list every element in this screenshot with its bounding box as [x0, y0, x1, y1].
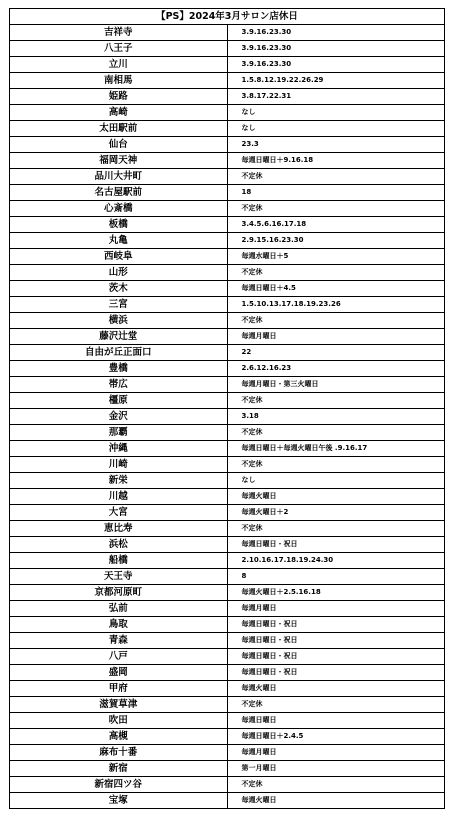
salon-name-cell: 板橋 [10, 217, 228, 233]
salon-name-cell: 品川大井町 [10, 169, 228, 185]
salon-name-cell: 豊橋 [10, 361, 228, 377]
salon-name-cell: 甲府 [10, 681, 228, 697]
salon-name-cell: 滋賀草津 [10, 697, 228, 713]
holiday-sheet [9, 8, 445, 809]
holiday-days-cell: 毎週火曜日 [227, 681, 445, 697]
table-row [10, 409, 445, 425]
holiday-days-cell: 毎週火曜日＋2.5.16.18 [227, 585, 445, 601]
table-row [10, 601, 445, 617]
holiday-days-cell: 毎週月曜日・第三火曜日 [227, 377, 445, 393]
holiday-days-cell: 毎週月曜日 [227, 329, 445, 345]
holiday-days-cell: 不定休 [227, 425, 445, 441]
salon-name-cell: 鳥取 [10, 617, 228, 633]
salon-name-cell: 帯広 [10, 377, 228, 393]
salon-name-cell: 横浜 [10, 313, 228, 329]
table-row [10, 377, 445, 393]
salon-name-cell: 宝塚 [10, 793, 228, 809]
holiday-days-cell: 不定休 [227, 169, 445, 185]
table-row [10, 329, 445, 345]
holiday-days-cell: 毎週日曜日 [227, 713, 445, 729]
table-row [10, 489, 445, 505]
table-row [10, 265, 445, 281]
holiday-days-cell: 23.3 [227, 137, 445, 153]
salon-name-cell: 高崎 [10, 105, 228, 121]
table-row [10, 89, 445, 105]
holiday-days-cell: 2.10.16.17.18.19.24.30 [227, 553, 445, 569]
holiday-days-cell: 毎週月曜日 [227, 601, 445, 617]
salon-name-cell: 青森 [10, 633, 228, 649]
salon-name-cell: 大宮 [10, 505, 228, 521]
salon-name-cell: 八王子 [10, 41, 228, 57]
holiday-days-cell: 不定休 [227, 265, 445, 281]
holiday-days-cell: 毎週月曜日 [227, 745, 445, 761]
table-row [10, 25, 445, 41]
holiday-days-cell: 毎週日曜日＋毎週火曜日午後 .9.16.17 [227, 441, 445, 457]
salon-name-cell: 八戸 [10, 649, 228, 665]
table-row [10, 153, 445, 169]
salon-name-cell: 弘前 [10, 601, 228, 617]
holiday-days-cell: 不定休 [227, 521, 445, 537]
salon-name-cell: 川越 [10, 489, 228, 505]
salon-name-cell: 吉祥寺 [10, 25, 228, 41]
table-row [10, 553, 445, 569]
table-row [10, 441, 445, 457]
salon-name-cell: 仙台 [10, 137, 228, 153]
salon-name-cell: 自由が丘正面口 [10, 345, 228, 361]
holiday-days-cell: 3.9.16.23.30 [227, 25, 445, 41]
holiday-days-cell: 毎週水曜日＋5 [227, 249, 445, 265]
sheet-title: 【PS】2024年3月サロン店休日 [10, 9, 445, 25]
holiday-days-cell: なし [227, 121, 445, 137]
holiday-days-cell: 2.6.12.16.23 [227, 361, 445, 377]
table-body [10, 9, 445, 809]
table-row [10, 345, 445, 361]
table-row [10, 297, 445, 313]
salon-name-cell: 天王寺 [10, 569, 228, 585]
holiday-days-cell: 不定休 [227, 313, 445, 329]
table-row [10, 713, 445, 729]
salon-name-cell: 麻布十番 [10, 745, 228, 761]
table-row [10, 633, 445, 649]
table-row [10, 425, 445, 441]
salon-name-cell: 船橋 [10, 553, 228, 569]
salon-name-cell: 立川 [10, 57, 228, 73]
table-row [10, 233, 445, 249]
salon-name-cell: 川崎 [10, 457, 228, 473]
salon-name-cell: 茨木 [10, 281, 228, 297]
table-row [10, 777, 445, 793]
table-row [10, 249, 445, 265]
title-row [10, 9, 445, 25]
holiday-days-cell: 毎週日曜日＋2.4.5 [227, 729, 445, 745]
salon-name-cell: 名古屋駅前 [10, 185, 228, 201]
holiday-days-cell: 22 [227, 345, 445, 361]
salon-name-cell: 京都河原町 [10, 585, 228, 601]
salon-name-cell: 丸亀 [10, 233, 228, 249]
table-row [10, 169, 445, 185]
holiday-days-cell: 毎週日曜日・祝日 [227, 617, 445, 633]
holiday-days-cell: 不定休 [227, 777, 445, 793]
table-row [10, 521, 445, 537]
holiday-days-cell: 3.8.17.22.31 [227, 89, 445, 105]
table-row [10, 457, 445, 473]
holiday-days-cell: 毎週日曜日＋4.5 [227, 281, 445, 297]
table-row [10, 585, 445, 601]
holiday-days-cell: 毎週日曜日・祝日 [227, 649, 445, 665]
holiday-days-cell: 不定休 [227, 393, 445, 409]
table-row [10, 505, 445, 521]
salon-name-cell: 新宿四ツ谷 [10, 777, 228, 793]
table-row [10, 393, 445, 409]
table-row [10, 729, 445, 745]
table-row [10, 649, 445, 665]
holiday-days-cell: なし [227, 105, 445, 121]
table-row [10, 185, 445, 201]
holiday-days-cell: 不定休 [227, 201, 445, 217]
holiday-days-cell: なし [227, 473, 445, 489]
table-row [10, 665, 445, 681]
salon-name-cell: 高槻 [10, 729, 228, 745]
salon-name-cell: 金沢 [10, 409, 228, 425]
holiday-days-cell: 毎週日曜日・祝日 [227, 633, 445, 649]
table-row [10, 281, 445, 297]
salon-name-cell: 新栄 [10, 473, 228, 489]
holiday-days-cell: 毎週日曜日・祝日 [227, 665, 445, 681]
salon-name-cell: 沖縄 [10, 441, 228, 457]
salon-name-cell: 姫路 [10, 89, 228, 105]
table-row [10, 569, 445, 585]
table-row [10, 617, 445, 633]
salon-name-cell: 西岐阜 [10, 249, 228, 265]
table-row [10, 121, 445, 137]
table-row [10, 41, 445, 57]
holiday-days-cell: 3.9.16.23.30 [227, 41, 445, 57]
salon-name-cell: 福岡天神 [10, 153, 228, 169]
holiday-days-cell: 8 [227, 569, 445, 585]
table-row [10, 137, 445, 153]
table-row [10, 201, 445, 217]
salon-name-cell: 恵比寿 [10, 521, 228, 537]
holiday-days-cell: 2.9.15.16.23.30 [227, 233, 445, 249]
table-row [10, 313, 445, 329]
holiday-days-cell: 毎週火曜日＋2 [227, 505, 445, 521]
holiday-days-cell: 不定休 [227, 457, 445, 473]
salon-name-cell: 三宮 [10, 297, 228, 313]
holiday-table [9, 8, 445, 809]
holiday-days-cell: 3.4.5.6.16.17.18 [227, 217, 445, 233]
salon-name-cell: 橿原 [10, 393, 228, 409]
table-row [10, 473, 445, 489]
holiday-days-cell: 毎週日曜日・祝日 [227, 537, 445, 553]
salon-name-cell: 浜松 [10, 537, 228, 553]
holiday-days-cell: 毎週火曜日 [227, 793, 445, 809]
table-row [10, 745, 445, 761]
salon-name-cell: 盛岡 [10, 665, 228, 681]
holiday-days-cell: 毎週火曜日 [227, 489, 445, 505]
table-row [10, 793, 445, 809]
table-row [10, 681, 445, 697]
salon-name-cell: 藤沢辻堂 [10, 329, 228, 345]
holiday-days-cell: 18 [227, 185, 445, 201]
salon-name-cell: 吹田 [10, 713, 228, 729]
salon-name-cell: 那覇 [10, 425, 228, 441]
table-row [10, 105, 445, 121]
salon-name-cell: 南相馬 [10, 73, 228, 89]
holiday-days-cell: 1.5.10.13.17.18.19.23.26 [227, 297, 445, 313]
table-row [10, 361, 445, 377]
table-row [10, 697, 445, 713]
salon-name-cell: 新宿 [10, 761, 228, 777]
table-row [10, 217, 445, 233]
table-row [10, 73, 445, 89]
table-row [10, 57, 445, 73]
holiday-days-cell: 毎週日曜日＋9.16.18 [227, 153, 445, 169]
salon-name-cell: 太田駅前 [10, 121, 228, 137]
holiday-days-cell: 第一月曜日 [227, 761, 445, 777]
salon-name-cell: 心斎橋 [10, 201, 228, 217]
table-row [10, 537, 445, 553]
holiday-days-cell: 3.9.16.23.30 [227, 57, 445, 73]
holiday-days-cell: 3.18 [227, 409, 445, 425]
salon-name-cell: 山形 [10, 265, 228, 281]
holiday-days-cell: 不定休 [227, 697, 445, 713]
holiday-days-cell: 1.5.8.12.19.22.26.29 [227, 73, 445, 89]
table-row [10, 761, 445, 777]
